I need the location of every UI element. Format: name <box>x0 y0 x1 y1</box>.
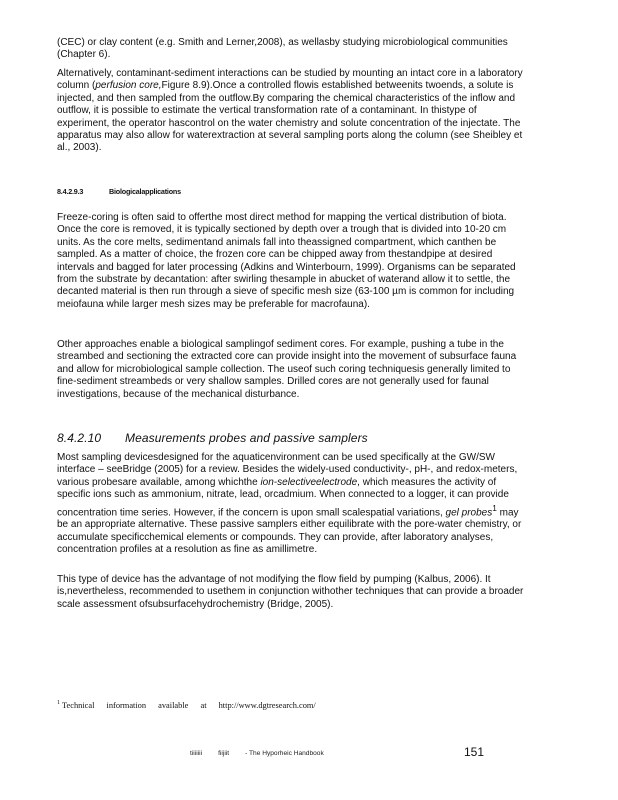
paragraph-text: may be an appropriate alternative. These passive samplers either equilibrate with the pore-water chemistry, or accumulate specificchemical elements or compounds. They can provide, after laboratory analyses, concentration profiles at a resolution as fine as amillimetre. <box>57 506 522 556</box>
paragraph-text: Alternatively, contaminant-sediment interactions can be studied by mounting an intact core in a laboratory column ( <box>57 68 523 92</box>
footer-logo-text-1: tiiiiiii <box>190 750 203 757</box>
footnote-mark: 1 <box>57 700 60 706</box>
paragraph-cec <box>57 37 531 62</box>
paragraph-perfusion-core <box>57 68 531 155</box>
paragraph-text: , which measures the activity of specific ions such as ammonium, nitrate, lead, orcadmium. When connected to a logger, it can provide concentration time series. However, if the concern is upon small scalespatial variations, <box>57 476 509 518</box>
footnote-reference[interactable]: 1 <box>492 502 497 513</box>
footnote-text: Technical information available at http://www.dgtresearch.com/ <box>62 701 316 710</box>
subsection-title: Biologicalapplications <box>109 187 181 196</box>
paragraph-text: Figure 8.9).Once a controlled flowis established betweenits twoends, a solute is injected, and then sampled from the outflow.By comparing the chemical characteristics of the inflow and outflow, it is possible to estimate the vertical transformation rate of a contaminant. In thistype of experiment, the operator hascontrol on the water chemistry and solute concentration of the injectate. The apparatus may also allow for waterextraction at several sampling ports along the column (see Sheibley et al., 2003). <box>57 80 523 154</box>
subsection-number: 8.4.2.9.3 <box>57 187 84 196</box>
paragraph-device-advantage <box>57 574 531 611</box>
page-number: 151 <box>464 745 485 759</box>
paragraph-text: (CEC) or clay content (e.g. Smith and Lerner,2008), as wellasby studying microbiological communities (Chapter 6). <box>57 37 508 61</box>
paragraph-text: This type of device has the advantage of not modifying the flow field by pumping (Kalbus, 2006). It is,nevertheless, recommended to usethem in conjunction withother techniques that can provide a broader scale assessment ofsubsurfacehydrochemistry (Bridge, 2005). <box>57 574 524 610</box>
subsection-heading <box>57 187 181 196</box>
paragraph-freeze-coring <box>57 212 531 311</box>
page-footer <box>190 750 340 757</box>
section-title: Measurements probes and passive samplers <box>125 431 368 445</box>
paragraph-other-approaches <box>57 339 531 401</box>
paragraph-sampling-devices <box>57 452 531 557</box>
italic-term: perfusion core, <box>95 80 162 92</box>
section-heading <box>57 431 368 445</box>
italic-term: gel probes <box>445 506 493 518</box>
footnote <box>57 700 316 710</box>
paragraph-text: Freeze-coring is often said to offerthe most direct method for mapping the vertical distribution of biota. Once the core is removed, it is typically sectioned by depth over a trough that is divided into 10-20 cm units. As the core melts, sedimentand animals fall into theassigned compartment, which canthen be sampled. As a matter of choice, the frozen core can be chipped away from thestandpipe at desired intervals and bagged for later processing (Adkins and Winterbourn, 1999). Organisms can be separated from the substrate by decantation: after swirling thesample in abucket of waterand allow it to settle, the decanted material is then run through a sieve of specific mesh size (63-100 µm is common for including meiofauna while larger mesh sizes may be preferable for macrofauna). <box>57 212 516 310</box>
paragraph-text: Other approaches enable a biological samplingof sediment cores. For example, pushing a tube in the streambed and sectioning the extracted core can provide insight into the movement of subsurface fauna and allow for microbiological sample collection. The useof such coring techniquesis generally limited to fine-sediment streambeds or very shallow samples. Drilled cores are not generally used for faunal investigations, because of the mechanical disturbance. <box>57 339 517 400</box>
footer-title: - The Hyporheic Handbook <box>245 750 324 757</box>
italic-term: ion-selectiveelectrode <box>260 476 358 488</box>
section-number: 8.4.2.10 <box>57 431 102 445</box>
footer-logo-text-2: fiijiit <box>218 750 230 757</box>
paragraph-text: Most sampling devicesdesigned for the aquaticenvironment can be used specifically at the GW/SW interface – seeBridge (2005) for a review. Besides the widely-used conductivity-, pH-, and redox-meters, various probesare available, among whichthe <box>57 452 518 488</box>
